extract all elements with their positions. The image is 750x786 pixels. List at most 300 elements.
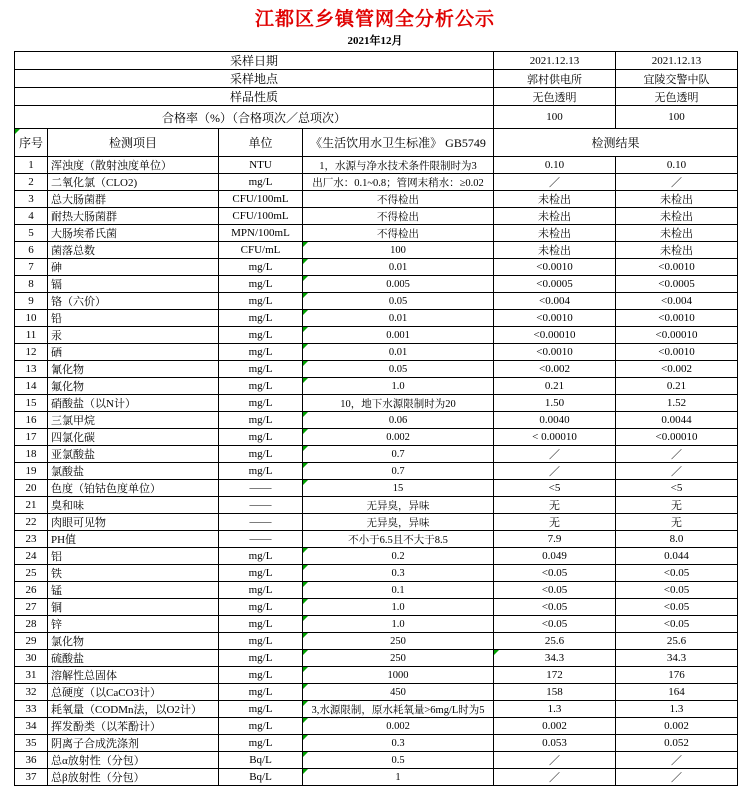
row-number-cell: 34	[15, 718, 48, 735]
row-number-cell: 17	[15, 429, 48, 446]
result-cell-1: <0.00010	[494, 327, 616, 344]
table-row	[15, 191, 738, 208]
row-number-cell: 18	[15, 446, 48, 463]
result-cell-1: 未检出	[494, 225, 616, 242]
cell-comment-marker-icon	[303, 718, 308, 723]
unit-cell: ——	[219, 514, 303, 531]
table-row	[15, 480, 738, 497]
standard-cell: 1	[303, 769, 494, 786]
unit-cell: ——	[219, 480, 303, 497]
table-row	[15, 735, 738, 752]
result-cell-2: ／	[616, 752, 738, 769]
info-row	[15, 52, 738, 70]
item-name-cell: 三氯甲烷	[48, 412, 219, 429]
row-number-cell: 33	[15, 701, 48, 718]
row-number-cell: 21	[15, 497, 48, 514]
result-cell-2: 0.044	[616, 548, 738, 565]
result-cell-1: ／	[494, 769, 616, 786]
info-row-value-1: 无色透明	[494, 88, 616, 106]
table-row	[15, 463, 738, 480]
unit-cell: Bq/L	[219, 752, 303, 769]
row-number-cell: 29	[15, 633, 48, 650]
table-row	[15, 157, 738, 174]
standard-cell: 10，地下水源限制时为20	[303, 395, 494, 412]
table-row	[15, 242, 738, 259]
result-cell-1: 无	[494, 514, 616, 531]
result-cell-1: 34.3	[494, 650, 616, 667]
standard-cell: 0.005	[303, 276, 494, 293]
result-cell-2: <5	[616, 480, 738, 497]
table-row	[15, 412, 738, 429]
result-cell-2: 0.002	[616, 718, 738, 735]
table-header-section	[15, 129, 738, 157]
result-cell-1: 0.049	[494, 548, 616, 565]
unit-cell: mg/L	[219, 259, 303, 276]
result-cell-2: 25.6	[616, 633, 738, 650]
standard-cell: 0.01	[303, 310, 494, 327]
standard-cell: 不得检出	[303, 208, 494, 225]
result-cell-1: <0.0005	[494, 276, 616, 293]
cell-comment-marker-icon	[303, 599, 308, 604]
standard-cell: 0.3	[303, 735, 494, 752]
item-name-cell: 阴离子合成洗涤剂	[48, 735, 219, 752]
info-row-label: 采样日期	[15, 52, 494, 70]
table-row	[15, 769, 738, 786]
unit-cell: mg/L	[219, 361, 303, 378]
standard-cell: 1000	[303, 667, 494, 684]
unit-cell: mg/L	[219, 378, 303, 395]
info-row	[15, 106, 738, 129]
table-row	[15, 497, 738, 514]
info-row-value-1: 郭村供电所	[494, 70, 616, 88]
cell-comment-marker-icon	[303, 310, 308, 315]
item-name-cell: 四氯化碳	[48, 429, 219, 446]
table-row	[15, 701, 738, 718]
result-cell-2: 未检出	[616, 225, 738, 242]
table-row	[15, 650, 738, 667]
table-row	[15, 565, 738, 582]
standard-cell: 出厂水：0.1~0.8；管网末稍水：≥0.02	[303, 174, 494, 191]
item-name-cell: 硒	[48, 344, 219, 361]
row-number-cell: 32	[15, 684, 48, 701]
info-row-value-2: 2021.12.13	[616, 52, 738, 70]
unit-cell: mg/L	[219, 684, 303, 701]
item-name-cell: 溶解性总固体	[48, 667, 219, 684]
item-name-cell: 总β放射性（分包）	[48, 769, 219, 786]
result-cell-2: 164	[616, 684, 738, 701]
result-cell-1: 172	[494, 667, 616, 684]
header-no-label: 序号	[18, 136, 43, 150]
item-name-cell: 二氧化氯（CLO2)	[48, 174, 219, 191]
unit-cell: CFU/100mL	[219, 191, 303, 208]
row-number-cell: 24	[15, 548, 48, 565]
table-row	[15, 599, 738, 616]
standard-cell: 1.0	[303, 599, 494, 616]
result-cell-2: 1.3	[616, 701, 738, 718]
result-cell-1: 0.21	[494, 378, 616, 395]
standard-cell: 15	[303, 480, 494, 497]
result-cell-1: 25.6	[494, 633, 616, 650]
header-item-cell	[48, 129, 219, 157]
result-cell-2: <0.00010	[616, 327, 738, 344]
page-title: 江都区乡镇管网全分析公示	[254, 9, 495, 30]
table-row	[15, 276, 738, 293]
result-cell-1: 0.053	[494, 735, 616, 752]
unit-cell: mg/L	[219, 735, 303, 752]
item-name-cell: 氯酸盐	[48, 463, 219, 480]
item-name-cell: 氰化物	[48, 361, 219, 378]
result-cell-2: ／	[616, 769, 738, 786]
result-cell-1: <0.004	[494, 293, 616, 310]
result-cell-2: 无	[616, 514, 738, 531]
row-number-cell: 35	[15, 735, 48, 752]
item-name-cell: 氟化物	[48, 378, 219, 395]
standard-cell: 1，水源与净水技术条件限制时为3	[303, 157, 494, 174]
standard-cell: 0.01	[303, 344, 494, 361]
result-cell-1: 0.002	[494, 718, 616, 735]
info-row	[15, 70, 738, 88]
unit-cell: mg/L	[219, 395, 303, 412]
table-row	[15, 548, 738, 565]
item-name-cell: 色度（铂钴色度单位）	[48, 480, 219, 497]
row-number-cell: 22	[15, 514, 48, 531]
table-row	[15, 225, 738, 242]
result-cell-1: ／	[494, 752, 616, 769]
result-cell-2: <0.05	[616, 565, 738, 582]
info-row-value-1: 100	[494, 106, 616, 129]
unit-cell: mg/L	[219, 616, 303, 633]
cell-comment-marker-icon	[303, 276, 308, 281]
row-number-cell: 31	[15, 667, 48, 684]
unit-cell: ——	[219, 531, 303, 548]
item-name-cell: 臭和味	[48, 497, 219, 514]
cell-comment-marker-icon	[303, 259, 308, 264]
result-cell-2: 8.0	[616, 531, 738, 548]
item-name-cell: 铁	[48, 565, 219, 582]
result-cell-1: 未检出	[494, 208, 616, 225]
unit-cell: mg/L	[219, 565, 303, 582]
cell-comment-marker-icon	[303, 480, 308, 485]
row-number-cell: 19	[15, 463, 48, 480]
result-cell-1: < 0.00010	[494, 429, 616, 446]
item-name-cell: 锰	[48, 582, 219, 599]
cell-comment-marker-icon	[303, 735, 308, 740]
row-number-cell: 2	[15, 174, 48, 191]
table-row	[15, 429, 738, 446]
result-cell-2: 176	[616, 667, 738, 684]
unit-cell: mg/L	[219, 276, 303, 293]
result-cell-1: <0.0010	[494, 344, 616, 361]
unit-cell: mg/L	[219, 412, 303, 429]
item-name-cell: 挥发酚类（以苯酚计）	[48, 718, 219, 735]
cell-comment-marker-icon	[303, 548, 308, 553]
cell-comment-marker-icon	[303, 582, 308, 587]
cell-comment-marker-icon	[303, 701, 308, 706]
row-number-cell: 23	[15, 531, 48, 548]
item-name-cell: 总α放射性（分包）	[48, 752, 219, 769]
result-cell-2: <0.00010	[616, 429, 738, 446]
unit-cell: mg/L	[219, 582, 303, 599]
standard-cell: 250	[303, 650, 494, 667]
table-row	[15, 446, 738, 463]
table-row	[15, 361, 738, 378]
standard-cell: 0.7	[303, 463, 494, 480]
row-number-cell: 37	[15, 769, 48, 786]
result-cell-1: ／	[494, 463, 616, 480]
result-cell-2: 未检出	[616, 208, 738, 225]
result-cell-2: <0.05	[616, 616, 738, 633]
result-cell-1: 未检出	[494, 242, 616, 259]
cell-comment-marker-icon	[303, 684, 308, 689]
row-number-cell: 26	[15, 582, 48, 599]
header-unit-label: 单位	[248, 136, 273, 150]
info-row-value-1: 2021.12.13	[494, 52, 616, 70]
row-number-cell: 9	[15, 293, 48, 310]
item-name-cell: 浑浊度（散射浊度单位）	[48, 157, 219, 174]
row-number-cell: 6	[15, 242, 48, 259]
table-row	[15, 310, 738, 327]
cell-comment-marker-icon	[303, 361, 308, 366]
result-cell-2: ／	[616, 463, 738, 480]
unit-cell: MPN/100mL	[219, 225, 303, 242]
result-cell-2: <0.0010	[616, 259, 738, 276]
item-name-cell: PH值	[48, 531, 219, 548]
cell-comment-marker-icon	[303, 565, 308, 570]
row-number-cell: 11	[15, 327, 48, 344]
info-row-label: 合格率（%）（合格项次／总项次）	[15, 106, 494, 129]
header-result-cell	[494, 129, 738, 157]
result-cell-2: 1.52	[616, 395, 738, 412]
result-cell-1: 0.0040	[494, 412, 616, 429]
info-row-label: 样品性质	[15, 88, 494, 106]
unit-cell: mg/L	[219, 701, 303, 718]
standard-cell: 0.06	[303, 412, 494, 429]
result-cell-2: <0.0010	[616, 344, 738, 361]
row-number-cell: 28	[15, 616, 48, 633]
result-cell-1: ／	[494, 446, 616, 463]
standard-cell: 0.05	[303, 361, 494, 378]
result-cell-2: 0.052	[616, 735, 738, 752]
cell-comment-marker-icon	[303, 463, 308, 468]
item-name-cell: 肉眼可见物	[48, 514, 219, 531]
unit-cell: mg/L	[219, 667, 303, 684]
unit-cell: Bq/L	[219, 769, 303, 786]
cell-comment-marker-icon	[303, 650, 308, 655]
standard-cell: 无异臭，异味	[303, 514, 494, 531]
result-cell-2: <0.0010	[616, 310, 738, 327]
row-number-cell: 30	[15, 650, 48, 667]
item-name-cell: 耗氧量（CODMn法，以O2计）	[48, 701, 219, 718]
unit-cell: mg/L	[219, 718, 303, 735]
row-number-cell: 10	[15, 310, 48, 327]
row-number-cell: 1	[15, 157, 48, 174]
result-cell-2: ／	[616, 174, 738, 191]
result-cell-1: 158	[494, 684, 616, 701]
unit-cell: mg/L	[219, 548, 303, 565]
row-number-cell: 8	[15, 276, 48, 293]
info-row-value-2: 无色透明	[616, 88, 738, 106]
unit-cell: mg/L	[219, 599, 303, 616]
table-row	[15, 395, 738, 412]
row-number-cell: 5	[15, 225, 48, 242]
standard-cell: 0.2	[303, 548, 494, 565]
cell-comment-marker-icon	[15, 129, 20, 134]
info-row-value-2: 宜陵交警中队	[616, 70, 738, 88]
row-number-cell: 15	[15, 395, 48, 412]
table-row	[15, 208, 738, 225]
table-row	[15, 667, 738, 684]
unit-cell: mg/L	[219, 429, 303, 446]
result-cell-1: 1.3	[494, 701, 616, 718]
item-name-cell: 大肠埃希氏菌	[48, 225, 219, 242]
unit-cell: mg/L	[219, 633, 303, 650]
item-name-cell: 菌落总数	[48, 242, 219, 259]
result-cell-2: 0.0044	[616, 412, 738, 429]
result-cell-1: <0.05	[494, 582, 616, 599]
cell-comment-marker-icon	[303, 446, 308, 451]
item-name-cell: 锌	[48, 616, 219, 633]
result-cell-2: ／	[616, 446, 738, 463]
result-cell-2: <0.004	[616, 293, 738, 310]
item-name-cell: 总大肠菌群	[48, 191, 219, 208]
row-number-cell: 13	[15, 361, 48, 378]
row-number-cell: 12	[15, 344, 48, 361]
result-cell-1: 0.10	[494, 157, 616, 174]
unit-cell: mg/L	[219, 344, 303, 361]
standard-cell: 0.002	[303, 429, 494, 446]
table-row	[15, 531, 738, 548]
table-row	[15, 633, 738, 650]
item-name-cell: 硫酸盐	[48, 650, 219, 667]
result-cell-2: 无	[616, 497, 738, 514]
analysis-table	[14, 51, 738, 786]
header-item-label: 检测项目	[108, 136, 157, 150]
unit-cell: ——	[219, 497, 303, 514]
cell-comment-marker-icon	[494, 650, 499, 655]
data-rows-section	[15, 157, 738, 786]
unit-cell: NTU	[219, 157, 303, 174]
result-cell-1: 1.50	[494, 395, 616, 412]
info-row-value-2: 100	[616, 106, 738, 129]
table-row	[15, 684, 738, 701]
item-name-cell: 耐热大肠菌群	[48, 208, 219, 225]
standard-cell: 0.002	[303, 718, 494, 735]
result-cell-1: <0.002	[494, 361, 616, 378]
result-cell-2: <0.002	[616, 361, 738, 378]
result-cell-1: <0.0010	[494, 259, 616, 276]
info-row-label: 采样地点	[15, 70, 494, 88]
item-name-cell: 镉	[48, 276, 219, 293]
header-standard-label: 《生活饮用水卫生标准》 GB5749	[310, 136, 486, 150]
result-cell-1: 未检出	[494, 191, 616, 208]
result-cell-1: <0.05	[494, 599, 616, 616]
result-cell-2: 34.3	[616, 650, 738, 667]
cell-comment-marker-icon	[303, 327, 308, 332]
standard-cell: 1.0	[303, 378, 494, 395]
unit-cell: mg/L	[219, 293, 303, 310]
result-cell-1: <0.0010	[494, 310, 616, 327]
cell-comment-marker-icon	[303, 242, 308, 247]
row-number-cell: 27	[15, 599, 48, 616]
unit-cell: mg/L	[219, 310, 303, 327]
unit-cell: mg/L	[219, 650, 303, 667]
cell-comment-marker-icon	[303, 616, 308, 621]
page-subtitle: 2021年12月	[347, 35, 403, 47]
header-unit-cell	[219, 129, 303, 157]
table-header-row	[15, 129, 738, 157]
table-row	[15, 752, 738, 769]
table-row	[15, 259, 738, 276]
cell-comment-marker-icon	[303, 633, 308, 638]
item-name-cell: 硝酸盐（以N计）	[48, 395, 219, 412]
sample-info-section	[15, 52, 738, 129]
info-row	[15, 88, 738, 106]
table-row	[15, 616, 738, 633]
standard-cell: 100	[303, 242, 494, 259]
table-row	[15, 582, 738, 599]
item-name-cell: 铝	[48, 548, 219, 565]
row-number-cell: 20	[15, 480, 48, 497]
cell-comment-marker-icon	[303, 769, 308, 774]
result-cell-1: 7.9	[494, 531, 616, 548]
header-no-cell	[15, 129, 48, 157]
standard-cell: 无异臭，异味	[303, 497, 494, 514]
result-cell-2: 0.21	[616, 378, 738, 395]
unit-cell: mg/L	[219, 174, 303, 191]
result-cell-1: ／	[494, 174, 616, 191]
standard-cell: 450	[303, 684, 494, 701]
unit-cell: mg/L	[219, 327, 303, 344]
cell-comment-marker-icon	[303, 412, 308, 417]
standard-cell: 0.1	[303, 582, 494, 599]
result-cell-1: <0.05	[494, 565, 616, 582]
standard-cell: 1.0	[303, 616, 494, 633]
row-number-cell: 36	[15, 752, 48, 769]
item-name-cell: 氯化物	[48, 633, 219, 650]
unit-cell: CFU/mL	[219, 242, 303, 259]
item-name-cell: 总硬度（以CaCO3计）	[48, 684, 219, 701]
unit-cell: mg/L	[219, 463, 303, 480]
table-row	[15, 327, 738, 344]
item-name-cell: 汞	[48, 327, 219, 344]
standard-cell: 不得检出	[303, 225, 494, 242]
cell-comment-marker-icon	[303, 378, 308, 383]
cell-comment-marker-icon	[303, 667, 308, 672]
header-standard-cell	[303, 129, 494, 157]
standard-cell: 不小于6.5且不大于8.5	[303, 531, 494, 548]
item-name-cell: 铬（六价）	[48, 293, 219, 310]
result-cell-2: <0.05	[616, 599, 738, 616]
row-number-cell: 14	[15, 378, 48, 395]
cell-comment-marker-icon	[303, 344, 308, 349]
standard-cell: 不得检出	[303, 191, 494, 208]
result-cell-2: <0.05	[616, 582, 738, 599]
row-number-cell: 16	[15, 412, 48, 429]
standard-cell: 0.5	[303, 752, 494, 769]
result-cell-1: 无	[494, 497, 616, 514]
row-number-cell: 7	[15, 259, 48, 276]
result-cell-2: <0.0005	[616, 276, 738, 293]
unit-cell: mg/L	[219, 446, 303, 463]
table-row	[15, 718, 738, 735]
standard-cell: 250	[303, 633, 494, 650]
result-cell-1: <5	[494, 480, 616, 497]
standard-cell: 0.001	[303, 327, 494, 344]
standard-cell: 3,水源限制，原水耗氧量>6mg/L时为5	[303, 701, 494, 718]
result-cell-2: 0.10	[616, 157, 738, 174]
row-number-cell: 3	[15, 191, 48, 208]
unit-cell: CFU/100mL	[219, 208, 303, 225]
